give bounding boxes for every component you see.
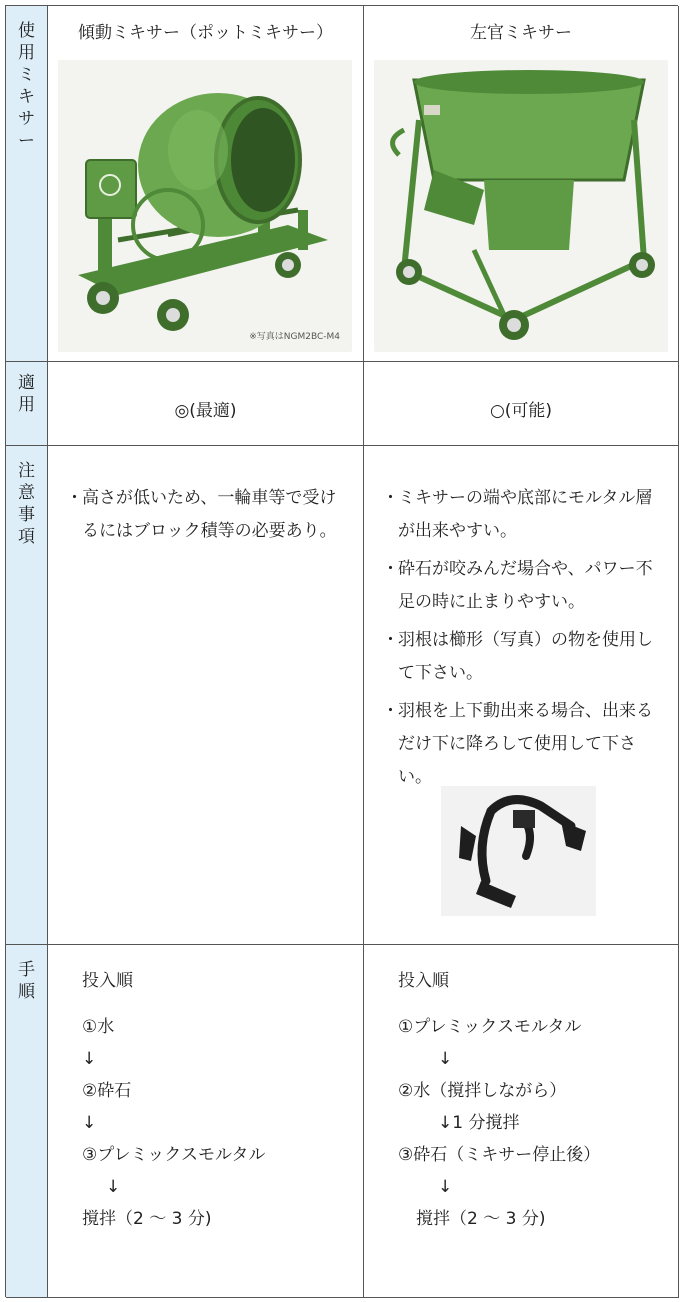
row-header-mixer bbox=[6, 6, 48, 362]
comb-blade-photo bbox=[441, 786, 596, 916]
row-header-char: 用 bbox=[18, 395, 35, 415]
procedure-step: 撹拌（2 ～ 3 分) bbox=[416, 1209, 546, 1229]
plaster-procedure-cell bbox=[364, 945, 679, 1298]
note-text: 高さが低いため、一輪車等で受けるにはブロック積等の必要あり。 bbox=[82, 488, 337, 541]
row-header-char: 項 bbox=[18, 527, 35, 547]
note-item bbox=[66, 482, 351, 548]
row-header-char: ミ bbox=[18, 65, 35, 85]
note-text: ミキサーの端や底部にモルタル層が出来やすい。 bbox=[398, 488, 653, 541]
row-header-notes-text bbox=[6, 460, 47, 548]
note-text: 羽根は櫛形（写真）の物を使用して下さい。 bbox=[398, 630, 653, 683]
row-header-char: 適 bbox=[18, 373, 35, 393]
plaster-mixer-title: 左官ミキサー bbox=[470, 23, 572, 43]
row-header-char: 意 bbox=[18, 483, 35, 503]
row-header-char: 使 bbox=[18, 21, 35, 41]
bullet: ・ bbox=[382, 701, 399, 721]
tilting-mixer-photo bbox=[58, 60, 352, 352]
row-header-char: ー bbox=[18, 131, 35, 151]
bullet: ・ bbox=[382, 630, 399, 650]
procedure-step: ①水 bbox=[82, 1017, 115, 1037]
tilting-notes bbox=[66, 482, 351, 553]
row-header-char: 用 bbox=[18, 43, 35, 63]
tilting-mixer-cell bbox=[48, 6, 364, 362]
procedure-title: 投入順 bbox=[398, 971, 449, 991]
plaster-procedure bbox=[398, 965, 600, 1235]
row-header-char: キ bbox=[18, 87, 35, 107]
procedure-step: ②砕石 bbox=[82, 1081, 132, 1101]
tilting-procedure bbox=[82, 965, 265, 1235]
procedure-step: ①プレミックスモルタル bbox=[398, 1017, 582, 1037]
note-text: 羽根を上下動出来る場合、出来るだけ下に降ろして使用して下さい。 bbox=[398, 701, 653, 787]
row-header-procedure-text bbox=[6, 959, 47, 1003]
tilting-suitability: ◎(最適) bbox=[174, 401, 237, 421]
row-header-suitability-text bbox=[6, 372, 47, 416]
row-header-char: 注 bbox=[18, 461, 35, 481]
note-item bbox=[382, 482, 666, 548]
bullet: ・ bbox=[66, 488, 83, 508]
plaster-notes bbox=[382, 482, 666, 799]
plaster-notes-cell bbox=[364, 446, 679, 945]
bullet: ・ bbox=[382, 488, 399, 508]
plaster-mixer-photo bbox=[374, 60, 668, 352]
bullet: ・ bbox=[382, 559, 399, 579]
procedure-step: 撹拌（2 ～ 3 分) bbox=[82, 1209, 212, 1229]
comparison-table bbox=[5, 5, 678, 1297]
procedure-step: ②水（撹拌しながら） bbox=[398, 1081, 567, 1101]
tilting-procedure-cell bbox=[48, 945, 364, 1298]
tilting-mixer-illustration bbox=[58, 60, 352, 352]
tilting-mixer-title: 傾動ミキサー（ポットミキサー） bbox=[78, 23, 333, 43]
row-header-mixer-text bbox=[6, 20, 47, 152]
procedure-arrow: ↓ bbox=[82, 1113, 97, 1133]
procedure-arrow: ↓ bbox=[106, 1177, 121, 1197]
procedure-arrow: ↓1 分撹拌 bbox=[438, 1113, 520, 1133]
procedure-title: 投入順 bbox=[82, 971, 133, 991]
tilting-notes-cell bbox=[48, 446, 364, 945]
row-header-char: 順 bbox=[18, 982, 35, 1002]
plaster-suitability-cell bbox=[364, 362, 679, 446]
note-item bbox=[382, 695, 666, 794]
procedure-arrow: ↓ bbox=[438, 1177, 453, 1197]
note-text: 砕石が咬みんだ場合や、パワー不足の時に止まりやすい。 bbox=[398, 559, 653, 612]
plaster-mixer-illustration bbox=[374, 60, 668, 352]
row-header-notes bbox=[6, 446, 48, 945]
plaster-suitability: ○(可能) bbox=[489, 401, 553, 421]
tilting-suitability-cell bbox=[48, 362, 364, 446]
procedure-arrow: ↓ bbox=[82, 1049, 97, 1069]
procedure-arrow: ↓ bbox=[438, 1049, 453, 1069]
plaster-mixer-cell bbox=[364, 6, 679, 362]
row-header-char: サ bbox=[18, 109, 35, 129]
comb-blade-illustration bbox=[441, 786, 596, 916]
row-header-suitability bbox=[6, 362, 48, 446]
procedure-step: ③砕石（ミキサー停止後） bbox=[398, 1145, 601, 1165]
note-item bbox=[382, 553, 666, 619]
row-header-procedure bbox=[6, 945, 48, 1298]
row-header-char: 事 bbox=[18, 505, 35, 525]
row-header-char: 手 bbox=[18, 960, 35, 980]
note-item bbox=[382, 624, 666, 690]
procedure-step: ③プレミックスモルタル bbox=[82, 1145, 266, 1165]
photo-caption: ※写真はNGM2BC-M4 bbox=[249, 332, 340, 342]
